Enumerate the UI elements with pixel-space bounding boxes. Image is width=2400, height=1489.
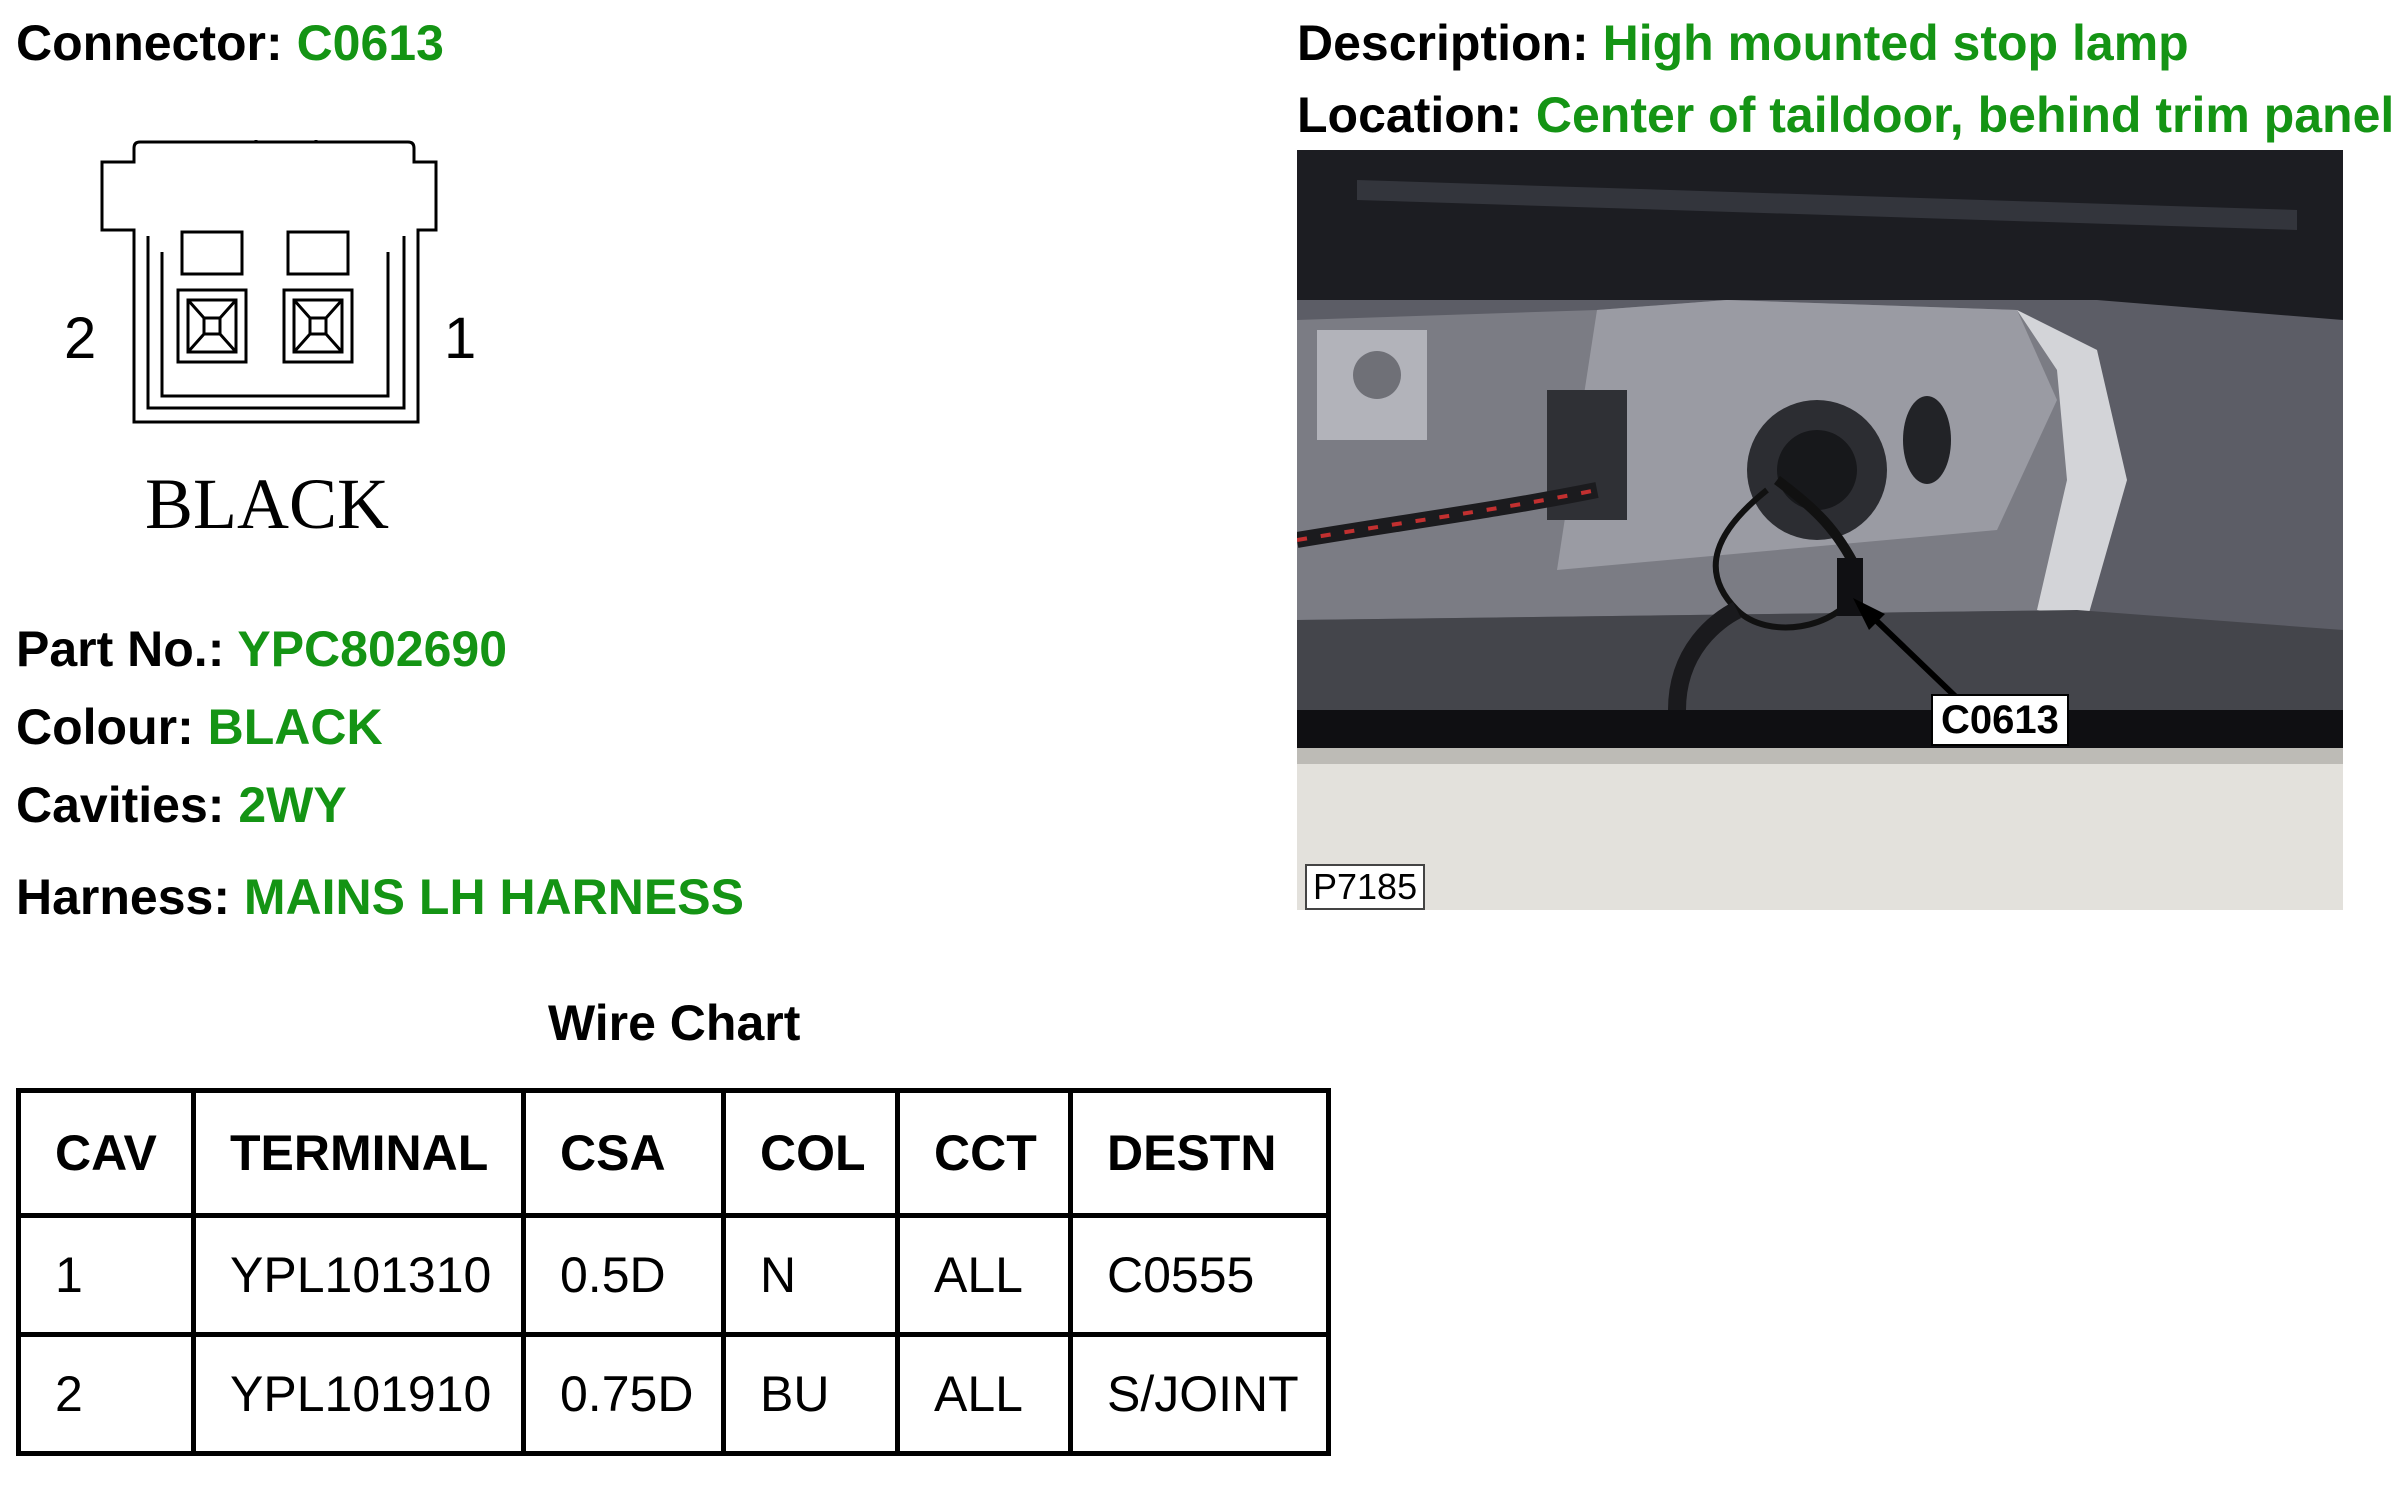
cell-cct: ALL xyxy=(898,1216,1071,1335)
cell-terminal: YPL101910 xyxy=(194,1335,524,1454)
connector-inner-outline xyxy=(148,236,404,408)
pin-1-number: 1 xyxy=(444,306,477,371)
cell-cav: 1 xyxy=(19,1216,194,1335)
connector-latch xyxy=(256,140,316,142)
harness-line xyxy=(16,869,744,925)
connector-housing-outline xyxy=(102,142,436,422)
cell-destn: C0555 xyxy=(1071,1216,1329,1335)
location-photo xyxy=(1297,150,2343,910)
cell-csa: 0.75D xyxy=(524,1335,724,1454)
colour-line xyxy=(16,699,383,755)
photo-id-label: P7185 xyxy=(1305,864,1425,910)
colour-label: Colour: xyxy=(16,699,194,755)
cell-col: BU xyxy=(724,1335,898,1454)
connector-color-label: BLACK xyxy=(145,464,390,544)
table-row xyxy=(19,1216,1329,1335)
door-seal xyxy=(1297,748,2343,910)
header-csa: CSA xyxy=(524,1091,724,1216)
connector-diagram xyxy=(50,140,470,440)
header-cct: CCT xyxy=(898,1091,1071,1216)
cavity-1-window xyxy=(288,232,348,274)
part-no-value: YPC802690 xyxy=(237,621,508,677)
part-no-label: Part No.: xyxy=(16,621,225,677)
harness-value: MAINS LH HARNESS xyxy=(243,869,744,925)
connector-line xyxy=(16,15,444,71)
location-value: Center of taildoor, behind trim panel xyxy=(1535,87,2395,143)
cavities-line xyxy=(16,777,347,833)
cell-terminal: YPL101310 xyxy=(194,1216,524,1335)
location-line xyxy=(1297,87,2395,143)
location-label: Location: xyxy=(1297,87,1522,143)
header-col: COL xyxy=(724,1091,898,1216)
cell-destn: S/JOINT xyxy=(1071,1335,1329,1454)
cavities-value: 2WY xyxy=(238,777,347,833)
description-value: High mounted stop lamp xyxy=(1602,15,2189,71)
header-cav: CAV xyxy=(19,1091,194,1216)
rear-glass xyxy=(1297,150,2343,320)
connector-value: C0613 xyxy=(296,15,444,71)
pin-2-number: 2 xyxy=(64,306,97,371)
wire-chart-table xyxy=(16,1088,1331,1456)
part-no-line xyxy=(16,621,508,677)
harness-label: Harness: xyxy=(16,869,230,925)
table-row xyxy=(19,1335,1329,1454)
photo-callout-label: C0613 xyxy=(1931,694,2069,746)
cell-cav: 2 xyxy=(19,1335,194,1454)
inner-frame xyxy=(1297,610,2343,710)
table-header-row xyxy=(19,1091,1329,1216)
cavities-label: Cavities: xyxy=(16,777,225,833)
header-terminal: TERMINAL xyxy=(194,1091,524,1216)
header-destn: DESTN xyxy=(1071,1091,1329,1216)
description-label: Description: xyxy=(1297,15,1589,71)
description-line xyxy=(1297,15,2189,71)
cell-cct: ALL xyxy=(898,1335,1071,1454)
wire-chart-title: Wire Chart xyxy=(548,995,801,1051)
cell-col: N xyxy=(724,1216,898,1335)
cell-csa: 0.5D xyxy=(524,1216,724,1335)
connector-label: Connector: xyxy=(16,15,283,71)
colour-value: BLACK xyxy=(207,699,383,755)
cavity-2-window xyxy=(182,232,242,274)
